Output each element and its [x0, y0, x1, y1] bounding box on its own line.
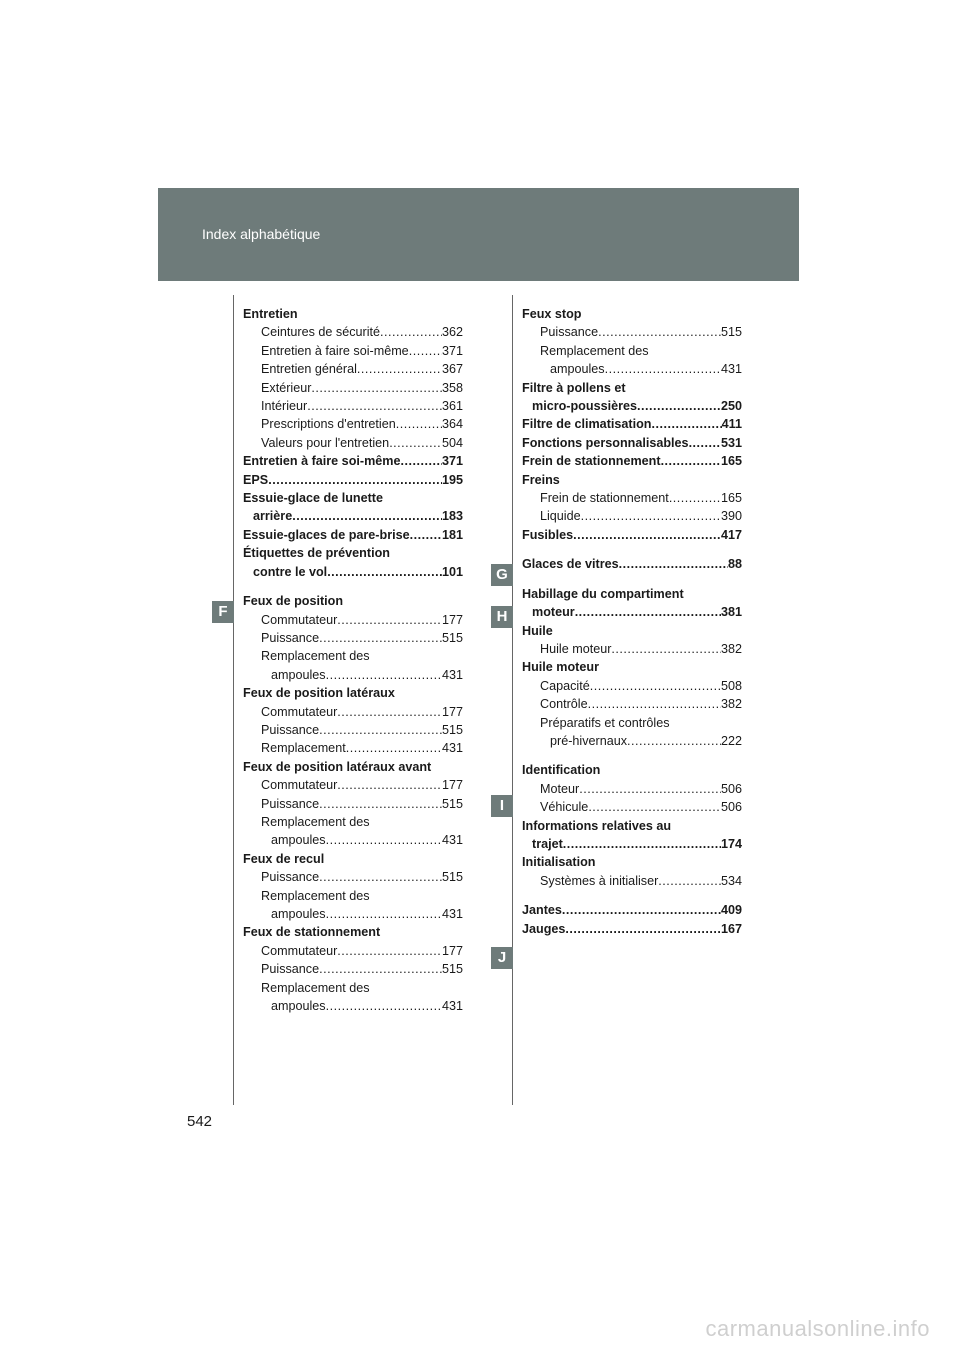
- index-entry: Feux de position latéraux: [243, 686, 395, 701]
- index-entry: Capacité ..... 508: [522, 677, 742, 695]
- index-entry: Feux de position latéraux avant: [243, 759, 432, 774]
- index-entry: Véhicule ..... 506: [522, 798, 742, 816]
- index-entry: micro-poussières ..... 250: [522, 397, 742, 415]
- index-entry: trajet ..... 174: [522, 835, 742, 853]
- index-entry: Puissance ..... 515: [243, 795, 463, 813]
- index-entry: Jantes ..... 409: [522, 901, 742, 919]
- section-gap: [522, 750, 742, 761]
- index-entry: Remplacement des: [540, 343, 649, 358]
- index-entry: Entretien général ..... 367: [243, 360, 463, 378]
- index-entry: Commutateur ..... 177: [243, 942, 463, 960]
- index-entry: ampoules ..... 431: [243, 905, 463, 923]
- index-entry: Fonctions personnalisables ..... 531: [522, 434, 742, 452]
- index-entry: Liquide ..... 390: [522, 507, 742, 525]
- index-entry: Feux stop: [522, 307, 582, 321]
- index-entry: Puissance ..... 515: [243, 868, 463, 886]
- index-entry: Prescriptions d'entretien ..... 364: [243, 415, 463, 433]
- index-entry: Commutateur ..... 177: [243, 776, 463, 794]
- index-entry: Feux de stationnement: [243, 925, 381, 940]
- index-entry: Moteur ..... 506: [522, 780, 742, 798]
- section-letter-i: I: [491, 795, 513, 817]
- page-number: 542: [187, 1113, 213, 1130]
- index-entry: Entretien à faire soi-même ..... 371: [243, 452, 463, 470]
- index-entry: Essuie-glace de lunette: [243, 491, 383, 506]
- index-entry: Glaces de vitres ..... 88: [522, 555, 742, 573]
- section-gap: [522, 890, 742, 901]
- index-entry: ampoules ..... 431: [522, 360, 742, 378]
- index-entry: Puissance ..... 515: [243, 960, 463, 978]
- section-gap: [243, 581, 463, 592]
- index-entry: Jauges ..... 167: [522, 920, 742, 938]
- index-entry: pré-hivernaux ..... 222: [522, 732, 742, 750]
- watermark: carmanualsonline.info: [705, 1316, 930, 1341]
- index-entry: Filtre de climatisation ..... 411: [522, 415, 742, 433]
- index-entry: Remplacement des: [261, 814, 370, 829]
- index-entry: Remplacement des: [261, 888, 370, 903]
- index-entry: Freins: [522, 472, 560, 487]
- index-entry: Puissance ..... 515: [243, 629, 463, 647]
- section-letter-h: H: [491, 606, 513, 628]
- index-entry: Frein de stationnement ..... 165: [522, 452, 742, 470]
- index-entry: Habillage du compartiment: [522, 586, 684, 601]
- index-entry: Commutateur ..... 177: [243, 611, 463, 629]
- index-entry: Feux de position: [243, 594, 344, 609]
- index-entry: Commutateur ..... 177: [243, 703, 463, 721]
- index-entry: Valeurs pour l'entretien ..... 504: [243, 434, 463, 452]
- section-gap: [522, 574, 742, 585]
- header-bar: [158, 188, 799, 281]
- right-column-rule: [512, 295, 513, 1105]
- index-entry: ampoules ..... 431: [243, 831, 463, 849]
- index-entry: Étiquettes de prévention: [243, 546, 390, 561]
- index-entry: Huile moteur ..... 382: [522, 640, 742, 658]
- index-entry: Filtre à pollens et: [522, 380, 626, 395]
- index-entry: Puissance ..... 515: [522, 323, 742, 341]
- index-entry: Remplacement des: [261, 649, 370, 664]
- index-entry: Contrôle ..... 382: [522, 695, 742, 713]
- index-entry: arrière ..... 183: [243, 507, 463, 525]
- index-entry: Remplacement des: [261, 980, 370, 995]
- index-entry: Identification: [522, 763, 601, 778]
- index-entry: moteur ..... 381: [522, 603, 742, 621]
- index-entry: Frein de stationnement ..... 165: [522, 489, 742, 507]
- index-entry: Préparatifs et contrôles: [540, 715, 670, 730]
- index-entry: Huile moteur: [522, 660, 599, 675]
- section-letter-g: G: [491, 564, 513, 586]
- left-column-rule: [233, 295, 234, 1105]
- section-letter-f: F: [212, 601, 234, 623]
- index-entry: ampoules ..... 431: [243, 997, 463, 1015]
- index-entry: Initialisation: [522, 855, 596, 870]
- index-column-right: [522, 305, 742, 938]
- section-letter-j: J: [491, 947, 513, 969]
- index-entry: Fusibles ..... 417: [522, 526, 742, 544]
- index-entry: Extérieur ..... 358: [243, 379, 463, 397]
- page-title: Index alphabétique: [202, 226, 321, 242]
- index-entry: Ceintures de sécurité ..... 362: [243, 323, 463, 341]
- index-entry: Informations relatives au: [522, 818, 672, 833]
- section-gap: [522, 544, 742, 555]
- index-entry: ampoules ..... 431: [243, 666, 463, 684]
- index-entry: Remplacement ..... 431: [243, 739, 463, 757]
- index-entry: Intérieur ..... 361: [243, 397, 463, 415]
- index-entry: Puissance ..... 515: [243, 721, 463, 739]
- index-entry: Entretien à faire soi-même ..... 371: [243, 342, 463, 360]
- index-entry: Huile: [522, 623, 553, 638]
- index-entry: Systèmes à initialiser ..... 534: [522, 872, 742, 890]
- index-entry: Feux de recul: [243, 851, 325, 866]
- index-entry: Essuie-glaces de pare-brise ..... 181: [243, 526, 463, 544]
- index-entry: contre le vol ..... 101: [243, 563, 463, 581]
- index-column-left: [243, 305, 463, 1015]
- index-entry: Entretien: [243, 307, 298, 321]
- index-entry: EPS ..... 195: [243, 471, 463, 489]
